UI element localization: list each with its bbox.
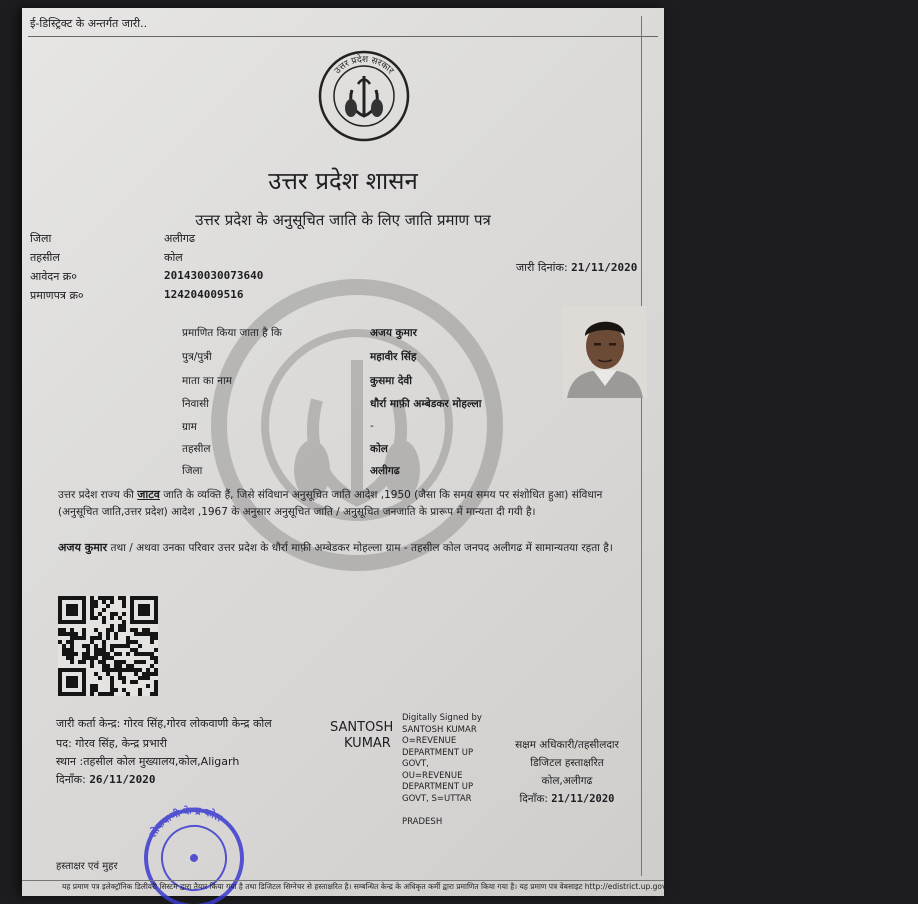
qr-module bbox=[146, 684, 150, 688]
qr-module bbox=[118, 616, 122, 620]
qr-module bbox=[150, 636, 154, 640]
qr-module bbox=[110, 668, 114, 672]
qr-module bbox=[110, 616, 114, 620]
qr-module bbox=[106, 604, 110, 608]
qr-module bbox=[146, 632, 150, 636]
qr-module bbox=[122, 688, 126, 692]
qr-module bbox=[134, 672, 138, 676]
qr-module bbox=[146, 668, 150, 672]
qr-module bbox=[94, 656, 98, 660]
qr-module bbox=[126, 652, 130, 656]
qr-module bbox=[138, 652, 142, 656]
qr-module bbox=[94, 684, 98, 688]
para2-name: अजय कुमार bbox=[58, 541, 108, 554]
qr-module bbox=[94, 652, 98, 656]
svg-text:लोकवाणी केन्द्र कोल bbox=[141, 798, 226, 843]
signer-name bbox=[330, 720, 393, 752]
qr-module bbox=[142, 628, 146, 632]
emblem-text: उत्तर प्रदेश सरकार bbox=[332, 54, 396, 77]
issue-date-value: 21/11/2020 bbox=[571, 261, 638, 274]
qr-module bbox=[70, 644, 74, 648]
qr-module bbox=[102, 620, 106, 624]
qr-module bbox=[154, 668, 158, 672]
qr-module bbox=[118, 660, 122, 664]
qr-module bbox=[114, 668, 118, 672]
qr-module bbox=[142, 672, 146, 676]
qr-module bbox=[66, 676, 78, 688]
qr-module bbox=[98, 596, 102, 600]
qr-module bbox=[118, 596, 122, 600]
qr-module bbox=[142, 660, 146, 664]
certificate-paragraph-2 bbox=[58, 539, 638, 557]
digital-line: DEPARTMENT UP bbox=[402, 782, 474, 792]
qr-module bbox=[114, 632, 118, 636]
father-name: महावीर सिंह bbox=[370, 351, 417, 363]
qr-module bbox=[106, 596, 110, 600]
qr-module bbox=[62, 632, 66, 636]
qr-module bbox=[118, 672, 122, 676]
authority-date bbox=[492, 790, 642, 808]
qr-module bbox=[58, 632, 62, 636]
para1-text-a: उत्तर प्रदेश राज्य की bbox=[58, 489, 134, 501]
digital-line bbox=[402, 805, 482, 817]
qr-module bbox=[126, 692, 130, 696]
qr-module bbox=[110, 692, 114, 696]
qr-module bbox=[110, 656, 114, 660]
qr-module bbox=[86, 644, 90, 648]
qr-module bbox=[142, 652, 146, 656]
qr-module bbox=[98, 692, 102, 696]
authority-title: सक्षम अधिकारी/तहसीलदार bbox=[515, 739, 619, 751]
qr-module bbox=[154, 656, 158, 660]
qr-module bbox=[86, 648, 90, 652]
qr-module bbox=[118, 644, 122, 648]
qr-module bbox=[82, 636, 86, 640]
mother-name: कुसमा देवी bbox=[370, 375, 412, 387]
qr-module bbox=[122, 680, 126, 684]
qr-module bbox=[154, 632, 158, 636]
qr-module bbox=[122, 612, 126, 616]
qr-module bbox=[146, 672, 150, 676]
qr-module bbox=[94, 604, 98, 608]
qr-module bbox=[90, 660, 94, 664]
qr-module bbox=[70, 656, 74, 660]
qr-module bbox=[138, 676, 142, 680]
qr-module bbox=[90, 596, 94, 600]
qr-module bbox=[150, 692, 154, 696]
qr-module bbox=[102, 616, 106, 620]
digital-line: DEPARTMENT UP bbox=[402, 747, 474, 758]
qr-module bbox=[82, 644, 86, 648]
qr-module bbox=[134, 640, 138, 644]
qr-module bbox=[138, 632, 142, 636]
qr-module bbox=[98, 612, 102, 616]
qr-module bbox=[142, 676, 146, 680]
qr-module bbox=[154, 636, 158, 640]
qr-module bbox=[110, 628, 114, 632]
authority-place: कोल,अलीगढ bbox=[541, 775, 593, 787]
digital-sign-label: डिजिटल हस्ताक्षरित bbox=[530, 757, 604, 769]
district-row-label: जिला bbox=[182, 465, 203, 477]
qr-module bbox=[134, 660, 138, 664]
qr-module bbox=[90, 656, 94, 660]
para1-text-b: जाति के व्यक्ति हैं, जिसे संविधान अनुसूचित जाति आदेश ,1950 (जैसा कि समय समय पर संशोधित हुआ) संविधान (अनुसूचित जाति,उत्तर प्रदेश) आदेश ,1967 के अनुसार अनुसूचित जाति / अनुसूचित जनजाति के प्रारूप में मान्यता दी गयी है। bbox=[58, 489, 603, 518]
qr-module bbox=[110, 644, 114, 648]
qr-module bbox=[78, 660, 82, 664]
qr-module bbox=[94, 688, 98, 692]
issuer-date-value: 26/11/2020 bbox=[89, 773, 156, 786]
signer-name-line-2: KUMAR bbox=[344, 736, 391, 751]
qr-module bbox=[122, 668, 126, 672]
qr-module bbox=[90, 640, 94, 644]
issuer-place: स्थान :तहसील कोल मुख्यालय,कोल,Aligarh bbox=[56, 755, 240, 768]
qr-module bbox=[98, 676, 102, 680]
resident-value: धौर्रा माफ़ी अम्बेडकर मोहल्ला bbox=[370, 398, 482, 410]
qr-module bbox=[102, 640, 106, 644]
digital-line: GOVT, S=UTTAR bbox=[402, 793, 472, 804]
qr-module bbox=[134, 668, 138, 672]
qr-module bbox=[122, 604, 126, 608]
qr-module bbox=[90, 684, 94, 688]
qr-module bbox=[114, 612, 118, 616]
tehsil-row-value: कोल bbox=[370, 443, 388, 455]
qr-module bbox=[94, 672, 98, 676]
qr-module bbox=[74, 636, 78, 640]
certificate-page bbox=[22, 8, 918, 896]
qr-module bbox=[114, 652, 118, 656]
qr-module bbox=[106, 636, 110, 640]
qr-module bbox=[58, 640, 62, 644]
qr-module bbox=[82, 660, 86, 664]
qr-module bbox=[62, 644, 66, 648]
qr-module bbox=[146, 676, 150, 680]
qr-module bbox=[110, 600, 114, 604]
qr-module bbox=[138, 644, 142, 648]
issuer-center: जारी कर्ता केन्द्र: गोरव सिंह,गोरव लोकवाणी केन्द्र कोल bbox=[56, 717, 272, 730]
qr-module bbox=[138, 668, 142, 672]
qr-module bbox=[122, 644, 126, 648]
qr-module bbox=[142, 632, 146, 636]
qr-module bbox=[98, 660, 102, 664]
qr-module bbox=[94, 600, 98, 604]
qr-module bbox=[134, 628, 138, 632]
qr-module bbox=[130, 640, 134, 644]
application-value: 201430030073640 bbox=[164, 269, 264, 282]
qr-module bbox=[94, 644, 98, 648]
qr-module bbox=[134, 680, 138, 684]
applicant-photo bbox=[563, 306, 647, 398]
mother-label: माता का नाम bbox=[182, 375, 232, 387]
qr-module bbox=[86, 656, 90, 660]
qr-module bbox=[90, 664, 94, 668]
qr-module bbox=[106, 628, 110, 632]
issuer-post: पद: गोरव सिंह, केन्द्र प्रभारी bbox=[56, 737, 167, 750]
qr-module bbox=[94, 628, 98, 632]
qr-module bbox=[74, 652, 78, 656]
qr-module bbox=[122, 600, 126, 604]
qr-module bbox=[110, 684, 114, 688]
digital-line: PRADESH bbox=[402, 816, 443, 827]
qr-module bbox=[102, 664, 106, 668]
tehsil-row-label: तहसील bbox=[182, 443, 211, 455]
qr-module bbox=[134, 632, 138, 636]
qr-module bbox=[110, 648, 114, 652]
qr-module bbox=[122, 660, 126, 664]
qr-module bbox=[130, 680, 134, 684]
qr-module bbox=[130, 648, 134, 652]
qr-module bbox=[110, 680, 114, 684]
relation-label: पुत्र/पुत्री bbox=[182, 351, 212, 363]
authority-date-label: दिनाँक: bbox=[519, 793, 548, 805]
qr-module bbox=[114, 688, 118, 692]
qr-module bbox=[90, 608, 94, 612]
qr-module bbox=[126, 664, 130, 668]
qr-module bbox=[146, 652, 150, 656]
qr-module bbox=[98, 632, 102, 636]
authority-block bbox=[492, 736, 642, 808]
qr-module bbox=[130, 628, 134, 632]
qr-module bbox=[154, 672, 158, 676]
qr-module bbox=[70, 652, 74, 656]
header-divider bbox=[28, 36, 658, 37]
page-title: उत्तर प्रदेश शासन bbox=[268, 167, 418, 195]
tehsil-value: कोल bbox=[164, 251, 183, 264]
qr-module bbox=[62, 648, 66, 652]
qr-module bbox=[70, 632, 74, 636]
qr-module bbox=[138, 688, 142, 692]
qr-module bbox=[66, 604, 78, 616]
certificate-value: 124204009516 bbox=[164, 288, 244, 301]
district-row-value: अलीगढ bbox=[370, 465, 400, 477]
person-photo-icon bbox=[563, 306, 647, 398]
qr-module bbox=[102, 644, 106, 648]
qr-module bbox=[118, 676, 122, 680]
qr-module bbox=[82, 628, 86, 632]
qr-module bbox=[66, 632, 70, 636]
qr-module bbox=[106, 656, 110, 660]
qr-module bbox=[150, 656, 154, 660]
qr-module bbox=[90, 600, 94, 604]
qr-module bbox=[126, 668, 130, 672]
qr-module bbox=[66, 640, 70, 644]
qr-module bbox=[118, 624, 122, 628]
qr-module bbox=[66, 652, 70, 656]
qr-module bbox=[114, 664, 118, 668]
caste-value: जाटव bbox=[137, 488, 160, 501]
qr-module bbox=[102, 600, 106, 604]
header-text: ई-डिस्ट्रिक्ट के अन्तर्गत जारी.. bbox=[30, 17, 148, 30]
qr-module bbox=[106, 652, 110, 656]
qr-module bbox=[102, 692, 106, 696]
qr-module bbox=[138, 604, 150, 616]
application-label: आवेदन क्र० bbox=[30, 270, 77, 283]
village-label: ग्राम bbox=[182, 421, 197, 433]
qr-module bbox=[110, 596, 114, 600]
qr-module bbox=[150, 632, 154, 636]
up-emblem bbox=[318, 50, 410, 142]
authority-date-value: 21/11/2020 bbox=[551, 793, 615, 805]
qr-module bbox=[118, 668, 122, 672]
qr-module bbox=[74, 632, 78, 636]
qr-module bbox=[90, 636, 94, 640]
digital-line: Digitally Signed by bbox=[402, 713, 482, 723]
qr-module bbox=[102, 652, 106, 656]
qr-module bbox=[126, 644, 130, 648]
qr-module bbox=[70, 628, 74, 632]
qr-module bbox=[62, 652, 66, 656]
qr-module bbox=[78, 636, 82, 640]
digital-line: SANTOSH KUMAR bbox=[402, 724, 477, 735]
qr-module bbox=[102, 656, 106, 660]
issuer-date-label: दिनाँक: bbox=[56, 773, 86, 786]
footer-divider bbox=[22, 880, 664, 881]
qr-module bbox=[70, 640, 74, 644]
qr-module bbox=[62, 628, 66, 632]
qr-code[interactable] bbox=[58, 596, 158, 696]
qr-module bbox=[98, 648, 102, 652]
qr-module bbox=[110, 612, 114, 616]
qr-module bbox=[82, 632, 86, 636]
qr-module bbox=[102, 608, 106, 612]
qr-module bbox=[126, 636, 130, 640]
verification-note: यह प्रमाण पत्र इलेक्ट्रॉनिक डिलीवरी सिस्टम द्वारा तैयार किया गया है तथा डिजिटल सिग्नेचर से हस्ताक्षरित है। सम्बन्धित केन्द्र के अधिकृत कर्मी द्वारा प्रमाणित किया गया है। यह प्रमाण पत्र वेबसाइट http://edistrict.up.gov.in पर इसका पहले आवेदन क्र० फिर प्रमाणपत्र क्र० अंकित कर,सत्यापित किया जा सकता है। bbox=[62, 882, 918, 891]
seal-text: लोकवाणी केन्द्र कोल bbox=[147, 805, 224, 840]
qr-module bbox=[138, 692, 142, 696]
digital-line: O=REVENUE bbox=[402, 736, 457, 746]
qr-module bbox=[90, 692, 94, 696]
qr-module bbox=[154, 688, 158, 692]
certificate-paragraph-1 bbox=[58, 486, 638, 521]
certify-label: प्रमाणित किया जाता है कि bbox=[182, 327, 282, 339]
qr-module bbox=[138, 660, 142, 664]
qr-module bbox=[154, 692, 158, 696]
district-label: जिला bbox=[30, 232, 52, 245]
qr-module bbox=[146, 628, 150, 632]
qr-module bbox=[150, 664, 154, 668]
qr-module bbox=[90, 604, 94, 608]
qr-module bbox=[102, 596, 106, 600]
qr-module bbox=[102, 648, 106, 652]
qr-module bbox=[102, 660, 106, 664]
signature-label: हस्ताक्षर एवं मुहर bbox=[56, 861, 118, 872]
page-subtitle: उत्तर प्रदेश के अनुसूचित जाति के लिए जाति प्रमाण पत्र bbox=[195, 211, 491, 229]
qr-module bbox=[86, 652, 90, 656]
qr-module bbox=[82, 656, 86, 660]
issue-date-label: जारी दिनांक: bbox=[516, 261, 568, 274]
qr-module bbox=[94, 616, 98, 620]
qr-module bbox=[90, 612, 94, 616]
qr-module bbox=[114, 660, 118, 664]
qr-module bbox=[70, 636, 74, 640]
qr-module bbox=[90, 688, 94, 692]
village-value: - bbox=[370, 420, 374, 432]
qr-module bbox=[110, 624, 114, 628]
district-value: अलीगढ bbox=[164, 232, 196, 245]
qr-module bbox=[150, 652, 154, 656]
qr-module bbox=[94, 648, 98, 652]
watermark-emblem bbox=[212, 280, 502, 570]
qr-module bbox=[90, 616, 94, 620]
qr-module bbox=[118, 664, 122, 668]
qr-module bbox=[102, 668, 106, 672]
issuer-date bbox=[56, 772, 156, 787]
qr-module bbox=[70, 660, 74, 664]
qr-module bbox=[70, 648, 74, 652]
qr-module bbox=[122, 676, 126, 680]
qr-module bbox=[106, 668, 110, 672]
qr-module bbox=[118, 652, 122, 656]
person-name: अजय कुमार bbox=[370, 327, 417, 339]
qr-module bbox=[106, 632, 110, 636]
qr-module bbox=[154, 684, 158, 688]
qr-module bbox=[58, 628, 62, 632]
digital-line: OU=REVENUE bbox=[402, 770, 463, 781]
qr-module bbox=[66, 656, 70, 660]
qr-module bbox=[122, 620, 126, 624]
tehsil-label: तहसील bbox=[30, 251, 60, 264]
qr-module bbox=[130, 668, 134, 672]
qr-module bbox=[134, 652, 138, 656]
qr-module bbox=[94, 636, 98, 640]
qr-module bbox=[134, 648, 138, 652]
qr-module bbox=[150, 640, 154, 644]
qr-module bbox=[82, 652, 86, 656]
signer-name-line-1: SANTOSH bbox=[330, 720, 394, 735]
resident-label: निवासी bbox=[182, 398, 209, 410]
qr-module bbox=[126, 640, 130, 644]
para2-text: तथा / अथवा उनका परिवार उत्तर प्रदेश के धौर्रा माफ़ी अम्बेडकर मोहल्ला ग्राम - तहसील कोल जनपद अलीगढ में सामान्यतया रहता है। bbox=[110, 542, 613, 554]
qr-module bbox=[114, 644, 118, 648]
qr-module bbox=[118, 628, 122, 632]
qr-module bbox=[110, 676, 114, 680]
digital-line: GOVT, bbox=[402, 759, 429, 769]
qr-module bbox=[130, 664, 134, 668]
qr-module bbox=[110, 688, 114, 692]
qr-module bbox=[98, 652, 102, 656]
qr-module bbox=[154, 680, 158, 684]
qr-module bbox=[122, 624, 126, 628]
qr-module bbox=[154, 660, 158, 664]
qr-module bbox=[98, 636, 102, 640]
certificate-label: प्रमाणपत्र क्र० bbox=[30, 289, 84, 302]
qr-module bbox=[154, 648, 158, 652]
qr-module bbox=[150, 672, 154, 676]
qr-module bbox=[122, 628, 126, 632]
qr-module bbox=[106, 692, 110, 696]
qr-module bbox=[106, 672, 110, 676]
qr-module bbox=[66, 648, 70, 652]
qr-module bbox=[122, 596, 126, 600]
qr-module bbox=[106, 664, 110, 668]
issue-date bbox=[516, 260, 637, 275]
digital-signature-details bbox=[402, 713, 482, 828]
qr-module bbox=[114, 636, 118, 640]
